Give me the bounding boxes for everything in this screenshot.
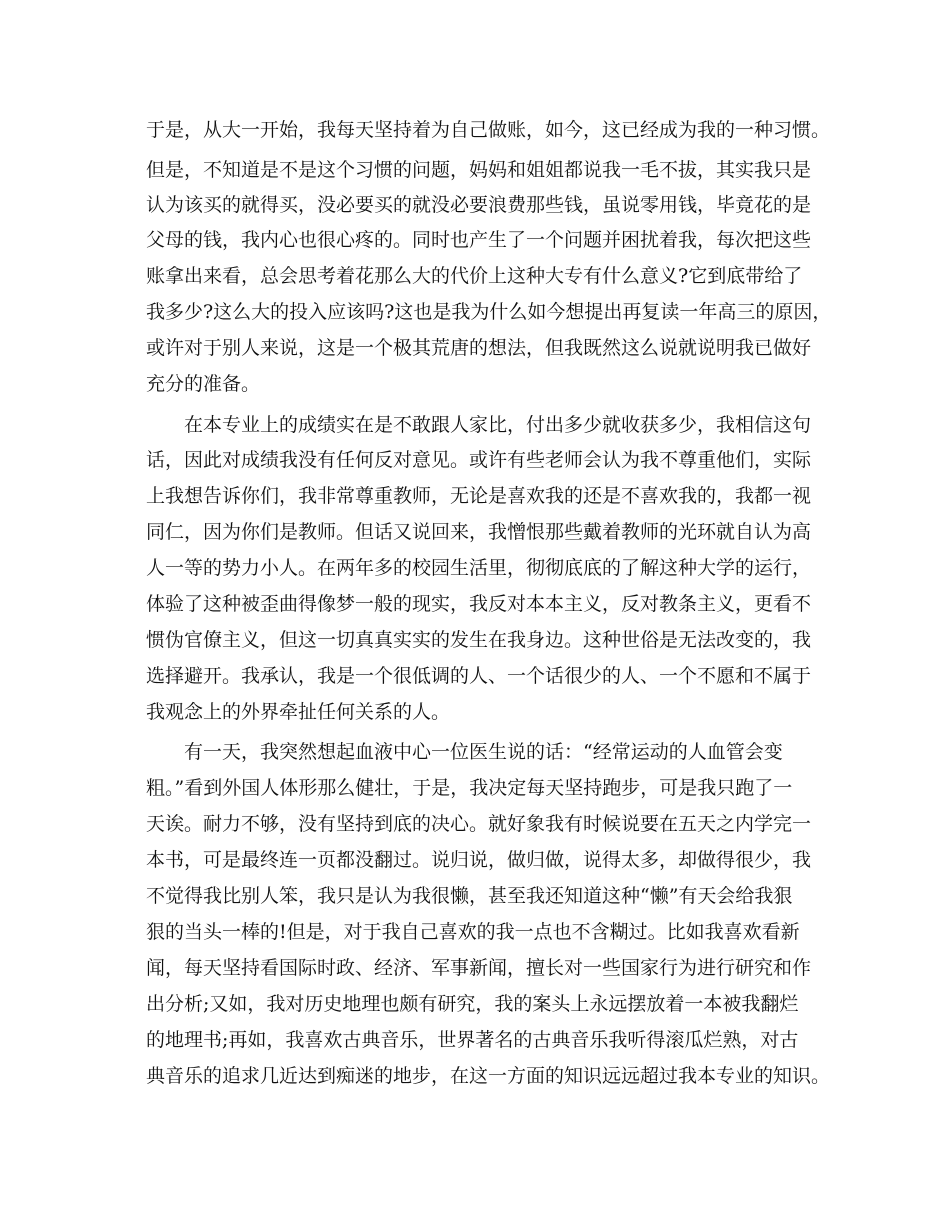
paragraph-1-line-4: 父母的钱，我内心也很心疼的。同时也产生了一个问题并困扰着我，每次把这些: [146, 229, 812, 251]
paragraph-3-line-6: 狠的当头一棒的!但是，对于我自己喜欢的我一点也不含糊过。比如我喜欢看新: [146, 921, 800, 943]
paragraph-3-line-8: 出分析;又如，我对历史地理也颇有研究，我的案头上永远摆放着一本被我翻烂: [146, 993, 799, 1015]
paragraph-3-line-4: 本书，可是最终连一页都没翻过。说归说，做归做，说得太多，却做得很少，我: [146, 849, 812, 871]
paragraph-2-line-3: 上我想告诉你们，我非常尊重教师，无论是喜欢我的还是不喜欢我的，我都一视: [146, 485, 812, 507]
paragraph-1-line-8: 充分的准备。: [146, 373, 261, 395]
paragraph-3-line-1: 有一天，我突然想起血液中心一位医生说的话：“经常运动的人血管会变: [184, 741, 783, 763]
paragraph-3-line-3: 天诶。耐力不够，没有坚持到底的决心。就好象我有时候说要在五天之内学完一: [146, 813, 812, 835]
paragraph-3-line-10: 典音乐的追求几近达到痴迷的地步，在这一方面的知识远远超过我本专业的知识。: [146, 1065, 831, 1087]
paragraph-2-line-7: 惯伪官僚主义，但这一切真真实实的发生在我身边。这种世俗是无法改变的，我: [146, 629, 812, 651]
paragraph-1-line-2: 但是，不知道是不是这个习惯的问题，妈妈和姐姐都说我一毛不拔，其实我只是: [146, 159, 812, 181]
paragraph-3-line-7: 闻，每天坚持看国际时政、经济、军事新闻，擅长对一些国家行为进行研究和作: [146, 957, 812, 979]
paragraph-3-line-2: 粗。”看到外国人体形那么健壮，于是，我决定每天坚持跑步，可是我只跑了一: [146, 777, 793, 799]
paragraph-2-line-9: 我观念上的外界牵扯任何关系的人。: [146, 701, 451, 723]
paragraph-2-line-2: 话，因此对成绩我没有任何反对意见。或许有些老师会认为我不尊重他们，实际: [146, 449, 812, 471]
paragraph-2-line-1: 在本专业上的成绩实在是不敢跟人家比，付出多少就收获多少，我相信这句: [184, 414, 812, 436]
paragraph-2-line-4: 同仁，因为你们是教师。但话又说回来，我憎恨那些戴着教师的光环就自认为高: [146, 521, 812, 543]
paragraph-1-line-7: 或许对于别人来说，这是一个极其荒唐的想法，但我既然这么说就说明我已做好: [146, 337, 812, 359]
paragraph-1-line-1: 于是，从大一开始，我每天坚持着为自己做账，如今，这已经成为我的一种习惯。: [146, 119, 831, 141]
paragraph-2-line-8: 选择避开。我承认，我是一个很低调的人、一个话很少的人、一个不愿和不属于: [146, 665, 812, 687]
paragraph-3-line-5: 不觉得我比别人笨，我只是认为我很懒，甚至我还知道这种“懒”有天会给我狠: [146, 885, 793, 907]
paragraph-2-line-5: 人一等的势力小人。在两年多的校园生活里，彻彻底底的了解这种大学的运行，: [146, 557, 812, 579]
paragraph-1-line-6: 我多少?这么大的投入应该吗?这也是我为什么如今想提出再复读一年高三的原因，: [146, 301, 832, 323]
paragraph-1-line-3: 认为该买的就得买，没必要买的就没必要浪费那些钱，虽说零用钱，毕竟花的是: [146, 194, 812, 216]
paragraph-1-line-5: 账拿出来看，总会思考着花那么大的代价上这种大专有什么意义?它到底带给了: [146, 265, 803, 287]
paragraph-2-line-6: 体验了这种被歪曲得像梦一般的现实，我反对本本主义，反对教条主义，更看不: [146, 593, 812, 615]
paragraph-3-line-9: 的地理书;再如，我喜欢古典音乐，世界著名的古典音乐我听得滚瓜烂熟，对古: [146, 1029, 799, 1051]
